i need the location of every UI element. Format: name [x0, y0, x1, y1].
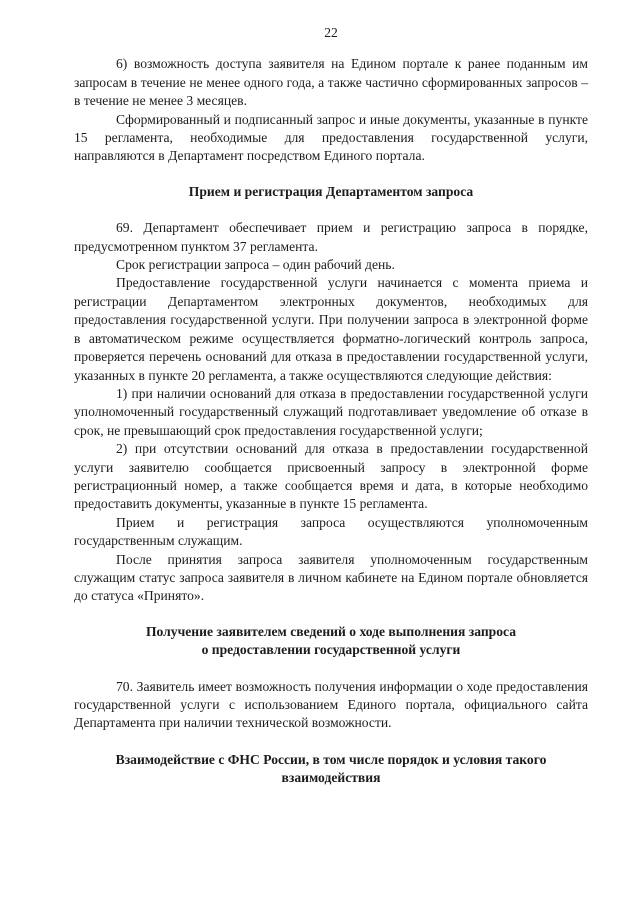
- paragraph-70: 70. Заявитель имеет возможность получения информации о ходе предоставления государственной услуги с использованием Единого портала, официального сайта Департамента при наличии технической возможности.: [74, 678, 588, 731]
- paragraph-69: 69. Департамент обеспечивает прием и регистрацию запроса в порядке, предусмотренном пунктом 37 регламента.: [74, 220, 588, 254]
- page-number: 22: [324, 25, 338, 40]
- paragraph-documents-sent: Сформированный и подписанный запрос и иные документы, указанные в пункте 15 регламента, необходимые для предоставления государственной услуги, направляются в Департамент посредством Единого портала.: [74, 111, 588, 164]
- paragraph-portal-access: 6) возможность доступа заявителя на Едином портале к ранее поданным им запросам в течение не менее одного года, а также частично сформированных запросов – в течение не менее 3 месяцев.: [74, 56, 588, 109]
- paragraph-registration-officer: Прием и регистрация запроса осуществляются уполномоченным государственным служащим.: [74, 514, 588, 549]
- paragraph-status-accepted: После принятия запроса заявителя уполномоченным государственным служащим статус запроса заявителя в личном кабинете на Едином портале обновляется до статуса «Принято».: [74, 551, 588, 604]
- paragraph-no-refusal-case: 2) при отсутствии оснований для отказа в предоставлении государственной услуги заявителю сообщается присвоенный запросу в электронной форме регистрационный номер, а также сообщается время и дата, в которые необходимо предоставить документы, указанные в пункте 15 регламента.: [74, 441, 588, 512]
- section-heading-fns-interaction-line2: взаимодействия: [281, 770, 381, 786]
- section-heading-request-status: [74, 623, 588, 660]
- section-heading-fns-interaction-line1: Взаимодействие с ФНС России, в том числе порядок и условия такого: [115, 751, 547, 767]
- paragraph-service-start: Предоставление государственной услуги начинается с момента приема и регистрации Департаментом электронных документов, необходимых для предоставления государственной услуги. При получении запроса в электронной форме в автоматическом режиме осуществляется форматно-логический контроль запроса, проверяется перечень оснований для отказа в предоставлении государственной услуги, указанных в пункте 20 регламента, а также осуществляются следующие действия:: [74, 275, 588, 383]
- paragraph-registration-term: Срок регистрации запроса – один рабочий день.: [116, 257, 395, 273]
- section-heading-registration: Прием и регистрация Департаментом запроса: [188, 183, 474, 199]
- paragraph-refusal-case: 1) при наличии оснований для отказа в предоставлении государственной услуги уполномоченный государственный служащий подготавливает уведомление об отказе в срок, не превышающий срок предоставления государственной услуги;: [74, 385, 588, 438]
- document-page: [74, 24, 588, 788]
- section-heading-request-status-line2: о предоставлении государственной услуги: [201, 642, 461, 658]
- section-heading-request-status-line1: Получение заявителем сведений о ходе выполнения запроса: [145, 623, 517, 639]
- section-heading-fns-interaction: [74, 751, 588, 788]
